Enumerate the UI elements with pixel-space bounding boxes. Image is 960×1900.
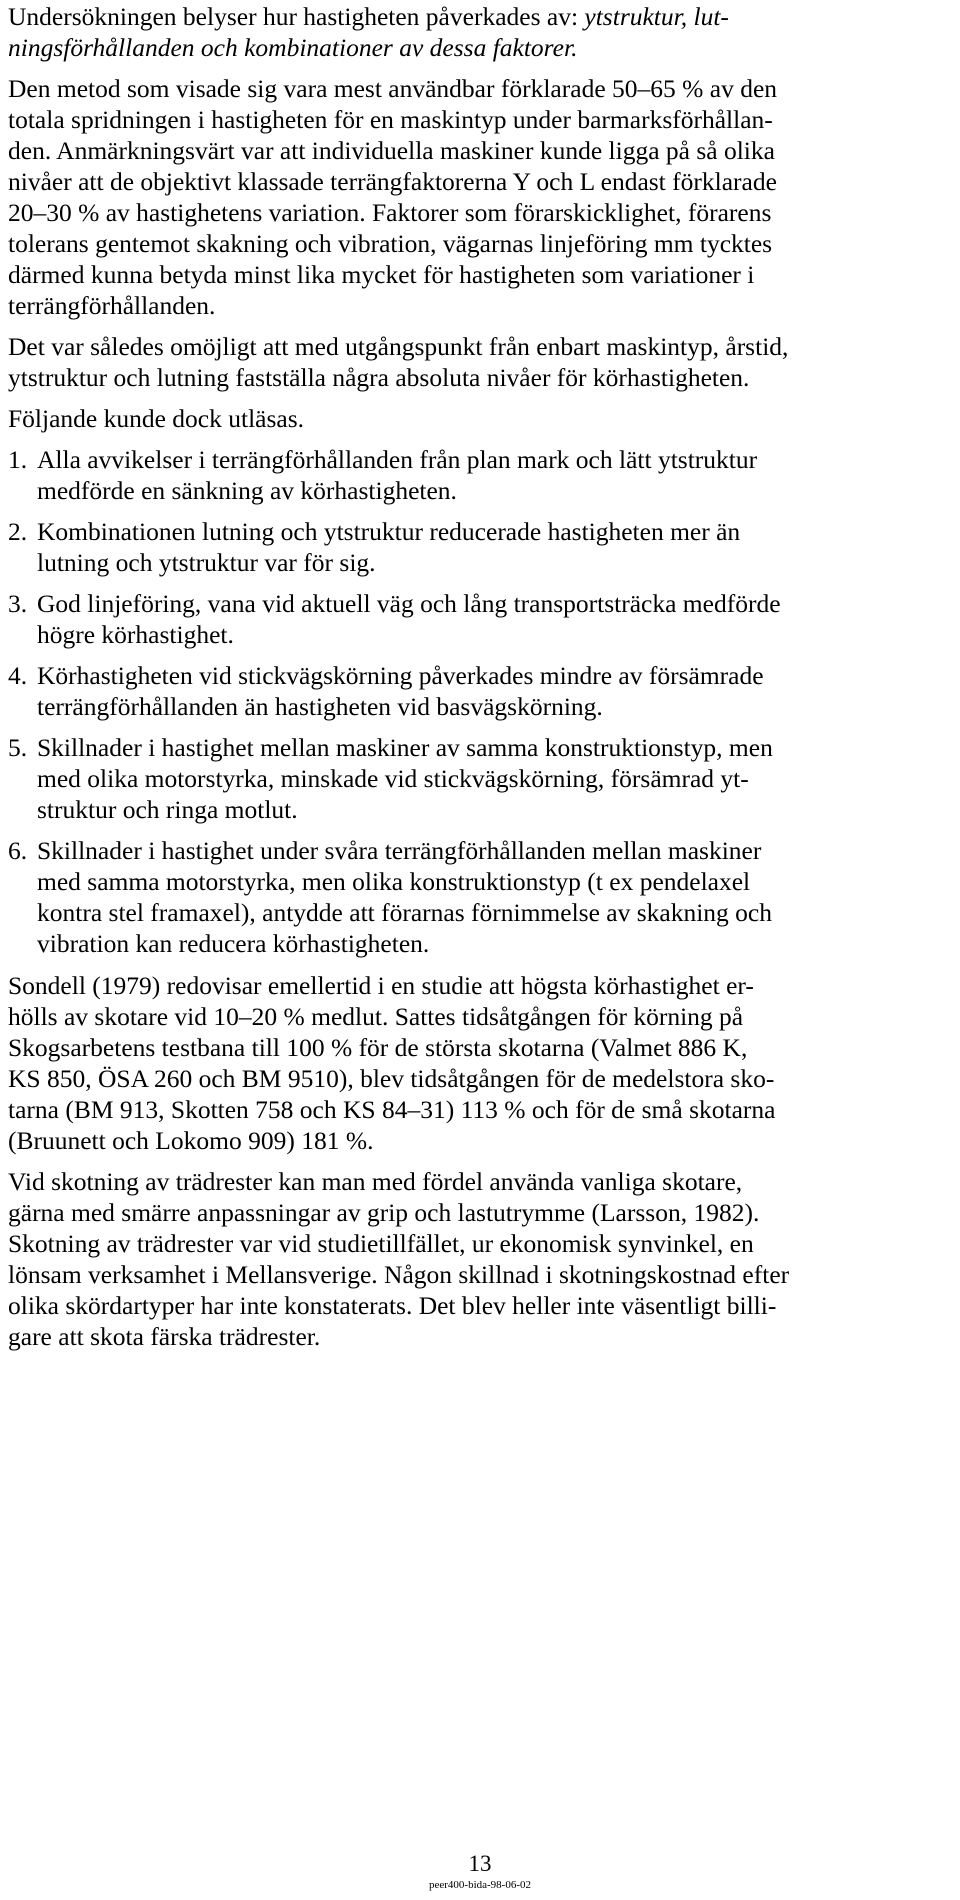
text-line: Skillnader i hastighet mellan maskiner av samma konstruktionstyp, men: [37, 733, 773, 762]
list-item-number: 2.: [8, 517, 28, 546]
list-item: [8, 588, 954, 650]
text-line: olika skördartyper har inte konstaterats. Det blev heller inte väsentligt billi-: [8, 1291, 777, 1320]
text-line: God linjeföring, vana vid aktuell väg och lång transportsträcka medförde: [37, 589, 781, 618]
text-line: KS 850, ÖSA 260 och BM 9510), blev tidsåtgången för de medelstora sko-: [8, 1064, 775, 1093]
text-line: Sondell (1979) redovisar emellertid i en studie att högsta körhastighet er-: [8, 971, 754, 1000]
text-line: Skogsarbetens testbana till 100 % för de största skotarna (Valmet 886 K,: [8, 1033, 748, 1062]
list-item-number: 5.: [8, 733, 28, 762]
intro-emphasis-1: ytstruktur, lut-: [584, 2, 729, 31]
sondell-paragraph: [8, 970, 954, 1156]
text-line: med samma motorstyrka, men olika konstruktionstyp (t ex pendelaxel: [37, 867, 751, 896]
document-page: [8, 0, 954, 1362]
text-line: med olika motorstyrka, minskade vid stickvägskörning, försämrad yt-: [37, 764, 749, 793]
list-item-number: 6.: [8, 836, 28, 865]
text-line: terrängförhållanden än hastigheten vid basvägskörning.: [37, 692, 603, 721]
findings-list: [8, 444, 954, 959]
method-paragraph: [8, 73, 954, 321]
text-line: medförde en sänkning av körhastigheten.: [37, 476, 457, 505]
list-item: [8, 444, 954, 506]
intro-paragraph: [8, 1, 954, 63]
list-item-number: 3.: [8, 589, 28, 618]
intro-text: Undersökningen belyser hur hastigheten påverkades av:: [8, 2, 585, 31]
text-line: struktur och ringa motlut.: [37, 795, 298, 824]
text-line: tarna (BM 913, Skotten 758 och KS 84–31) 113 % och för de små skotarna: [8, 1095, 776, 1124]
text-line: Den metod som visade sig vara mest användbar förklarade 50–65 % av den: [8, 74, 778, 103]
text-line: Skillnader i hastighet under svåra terrängförhållanden mellan maskiner: [37, 836, 762, 865]
text-line: vibration kan reducera körhastigheten.: [37, 929, 430, 958]
text-line: totala spridningen i hastigheten för en maskintyp under barmarksförhållan-: [8, 105, 773, 134]
text-line: högre körhastighet.: [37, 620, 234, 649]
text-line: Vid skotning av trädrester kan man med fördel använda vanliga skotare,: [8, 1167, 743, 1196]
text-line: Skotning av trädrester var vid studietillfället, ur ekonomisk synvinkel, en: [8, 1229, 754, 1258]
text-line: Följande kunde dock utläsas.: [8, 404, 305, 433]
list-item: [8, 516, 954, 578]
list-item: [8, 732, 954, 825]
text-line: kontra stel framaxel), antydde att förarnas förnimmelse av skakning och: [37, 898, 772, 927]
text-line: den. Anmärkningsvärt var att individuella maskiner kunde ligga på så olika: [8, 136, 775, 165]
document-code: peer400-bida-98-06-02: [428, 1879, 532, 1891]
text-line: tolerans gentemot skakning och vibration, vägarnas linjeföring mm tycktes: [8, 229, 773, 258]
tree-residue-paragraph: [8, 1166, 954, 1352]
list-intro-paragraph: [8, 403, 954, 434]
text-line: lönsam verksamhet i Mellansverige. Någon skillnad i skotningskostnad efter: [8, 1260, 790, 1289]
text-line: gärna med smärre anpassningar av grip och lastutrymme (Larsson, 1982).: [8, 1198, 760, 1227]
list-item: [8, 660, 954, 722]
text-line: ytstruktur och lutning fastställa några absoluta nivåer för körhastigheten.: [8, 363, 750, 392]
list-item-number: 4.: [8, 661, 28, 690]
text-line: Det var således omöjligt att med utgångspunkt från enbart maskintyp, årstid,: [8, 332, 789, 361]
list-item: [8, 835, 954, 959]
text-line: 20–30 % av hastighetens variation. Faktorer som förarskicklighet, förarens: [8, 198, 772, 227]
text-line: Körhastigheten vid stickvägskörning påverkades mindre av försämrade: [37, 661, 764, 690]
list-item-number: 1.: [8, 445, 28, 474]
text-line: Kombinationen lutning och ytstruktur reducerade hastigheten mer än: [37, 517, 741, 546]
text-line: därmed kunna betyda minst lika mycket för hastigheten som variationer i: [8, 260, 755, 289]
text-line: nivåer att de objektivt klassade terrängfaktorerna Y och L endast förklarade: [8, 167, 777, 196]
text-line: (Bruunett och Lokomo 909) 181 %.: [8, 1126, 374, 1155]
text-line: lutning och ytstruktur var för sig.: [37, 548, 376, 577]
conclusion-paragraph: [8, 331, 954, 393]
text-line: gare att skota färska trädrester.: [8, 1322, 321, 1351]
page-number: 13: [468, 1851, 492, 1876]
intro-emphasis-2: ningsförhållanden och kombinationer av dessa faktorer.: [8, 33, 578, 62]
text-line: Alla avvikelser i terrängförhållanden från plan mark och lätt ytstruktur: [37, 445, 758, 474]
text-line: terrängförhållanden.: [8, 291, 216, 320]
text-line: hölls av skotare vid 10–20 % medlut. Sattes tidsåtgången för körning på: [8, 1002, 744, 1031]
